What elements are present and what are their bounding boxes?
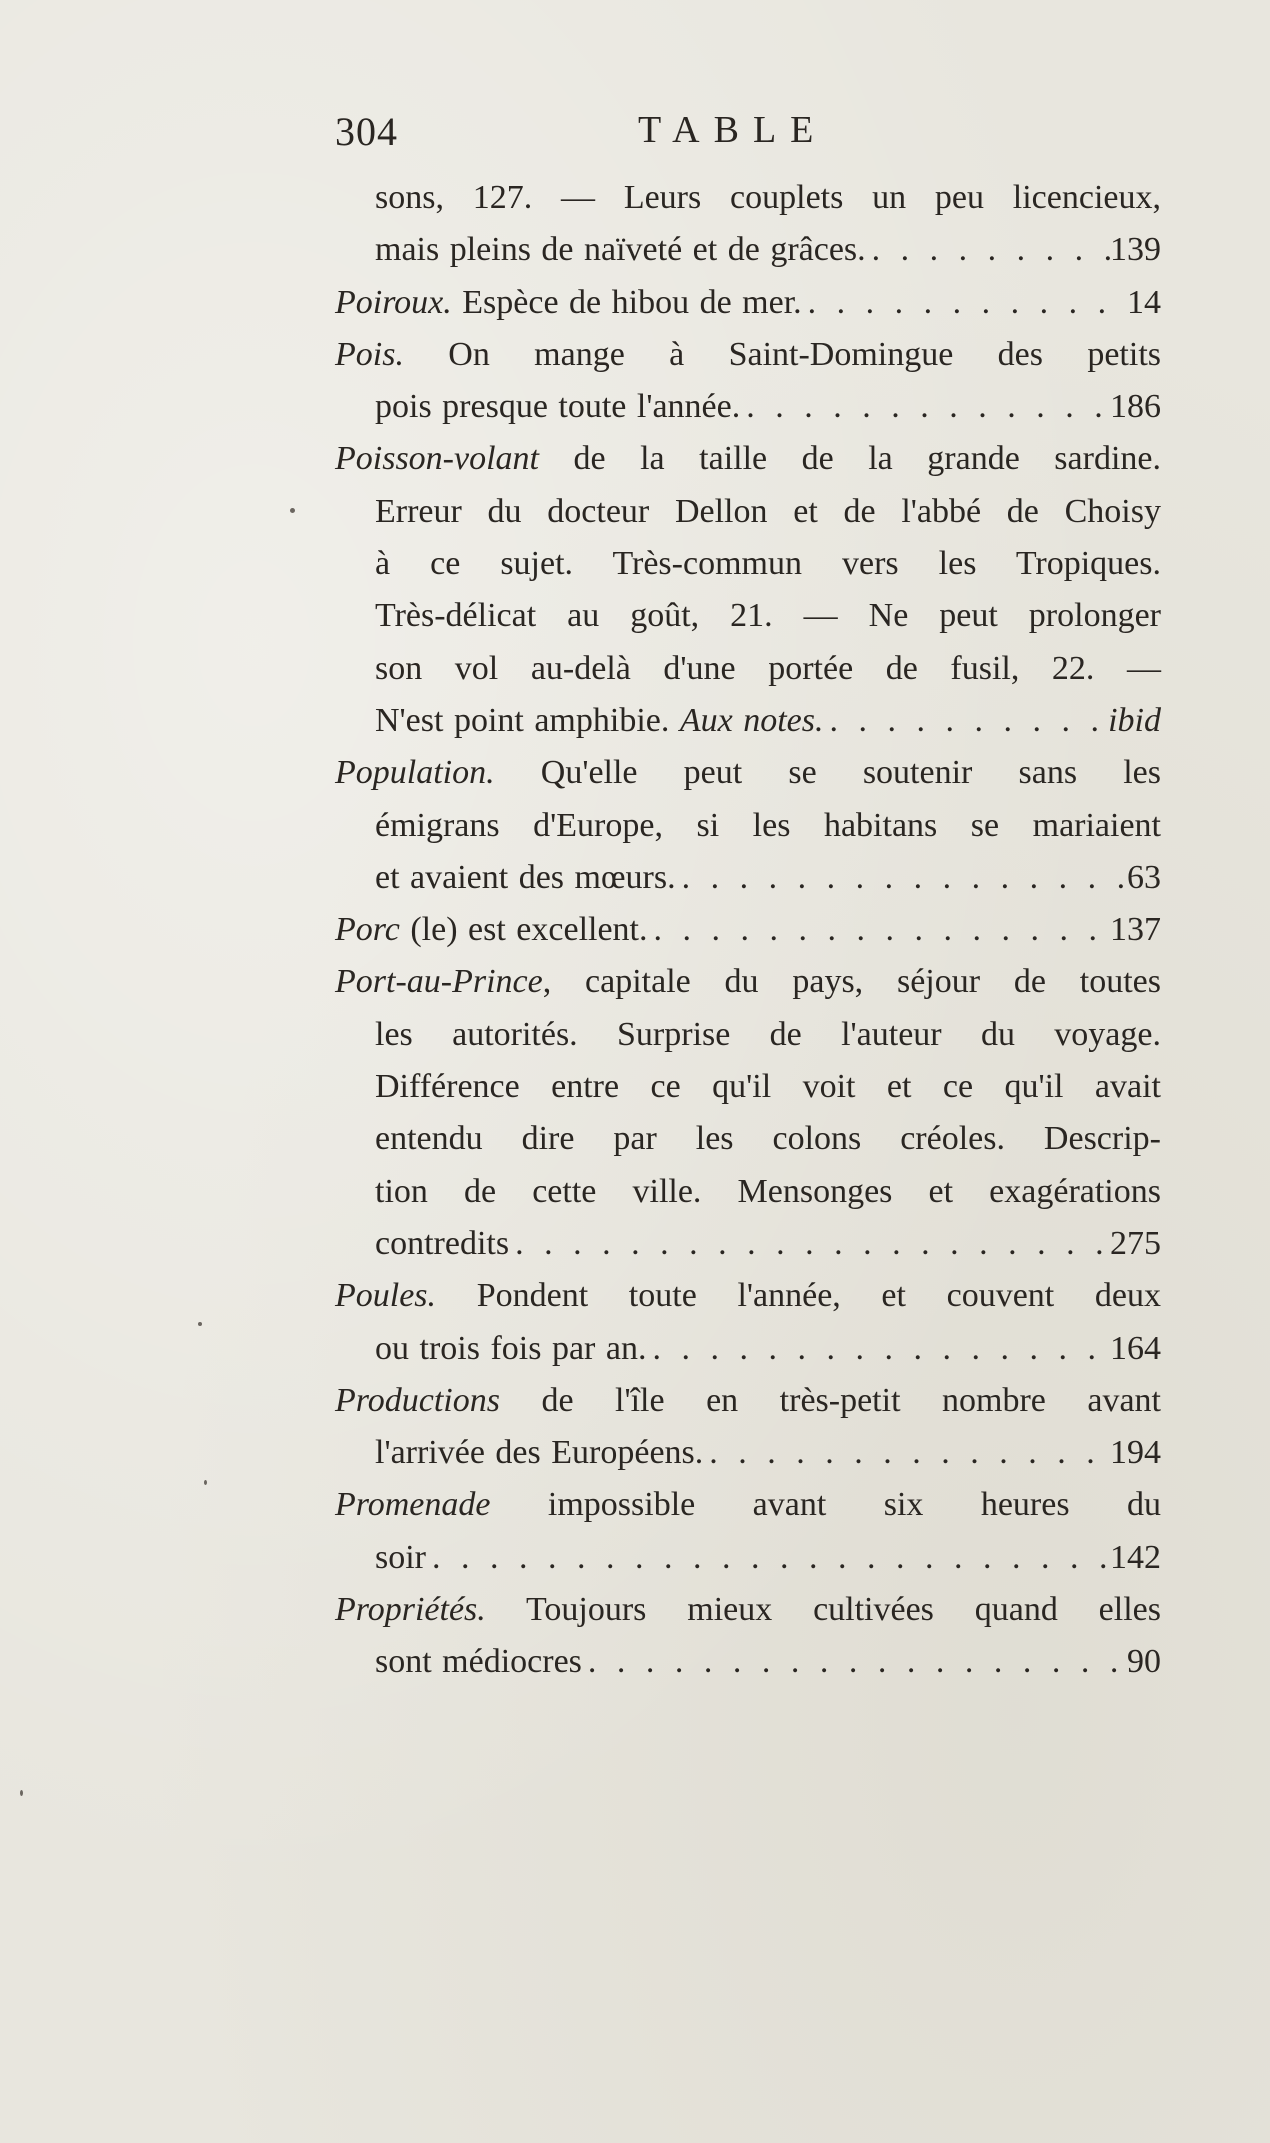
entry-line — [335, 1479, 1161, 1531]
running-title: TABLE — [638, 109, 828, 151]
entry-text — [375, 1427, 703, 1479]
index-entry — [335, 172, 1161, 277]
index-entry — [335, 1375, 1161, 1480]
dot-leader — [824, 695, 1109, 747]
entry-line-text: soir — [375, 1538, 426, 1576]
entry-line — [335, 956, 1161, 1008]
entry-line-text: entendu dire par les colons créoles. Descrip- — [375, 1120, 1161, 1158]
entry-line-text: On mange à Saint-Domingue des petits — [403, 335, 1161, 373]
page-reference: 63 — [1127, 858, 1161, 896]
page-reference: ibid — [1108, 701, 1161, 739]
entry-line-text: impossible avant six heures du — [490, 1486, 1161, 1524]
entry-line-text: l'arrivée des Européens. — [375, 1434, 704, 1472]
entry-line-text: sons, 127. — Leurs couplets un peu licencieux, — [375, 179, 1161, 216]
dot-leader — [582, 1636, 1127, 1688]
paper-speck — [290, 508, 295, 513]
index-entry — [335, 1479, 1161, 1584]
entry-line-text: de l'île en très-petit nombre avant — [499, 1381, 1161, 1419]
page-reference: 164 — [1110, 1329, 1161, 1367]
entry-line-text: son vol au-delà d'une portée de fusil, 22. — — [375, 649, 1161, 687]
entry-line-text: Très-délicat au goût, 21. — Ne peut prolonger — [375, 597, 1161, 635]
entry-text — [335, 433, 1161, 485]
entry-line — [335, 1270, 1161, 1322]
entry-line-text: les autorités. Surprise de l'auteur du voyage. — [375, 1015, 1161, 1053]
entry-text — [375, 538, 1161, 590]
page-header — [335, 108, 1165, 158]
entry-line — [335, 1375, 1161, 1427]
entry-line-text: N'est point amphibie. — [375, 701, 670, 739]
page-reference: 137 — [1110, 911, 1161, 949]
entry-headword: Poiroux. — [335, 283, 452, 321]
entry-text — [375, 381, 740, 433]
entry-line — [335, 1584, 1161, 1636]
entry-text — [375, 1009, 1161, 1061]
entry-headword: Pois. — [335, 335, 404, 373]
page-reference: 90 — [1127, 1643, 1161, 1681]
entry-text — [335, 956, 1161, 1008]
entry-line-text: pois presque toute l'année. — [375, 388, 741, 426]
entry-text — [335, 1375, 1161, 1427]
entry-line-text: de la taille de la grande sardine. — [538, 440, 1161, 478]
entry-text — [375, 1061, 1161, 1113]
entry-text — [375, 1636, 582, 1688]
entry-text — [375, 224, 866, 276]
entry-line — [335, 1532, 1161, 1584]
entry-line — [335, 172, 1161, 224]
dot-leader — [703, 1427, 1110, 1479]
entry-headword: Propriétés. — [335, 1591, 486, 1629]
entry-line — [335, 643, 1161, 695]
entry-headword: Productions — [335, 1381, 500, 1419]
entry-text — [375, 852, 676, 904]
entry-text — [375, 1113, 1161, 1165]
entry-line-text: Pondent toute l'année, et couvent deux — [436, 1277, 1161, 1315]
entry-headword: Port-au-Prince — [335, 963, 543, 1001]
index-entries — [335, 172, 1161, 1689]
index-entry — [335, 433, 1161, 747]
entry-line — [335, 381, 1161, 433]
dot-leader — [648, 904, 1111, 956]
entry-line — [335, 224, 1161, 276]
entry-line — [335, 538, 1161, 590]
entry-headword: Population. — [335, 754, 495, 792]
entry-line — [335, 1113, 1161, 1165]
entry-line — [335, 277, 1161, 329]
entry-line — [335, 486, 1161, 538]
index-entry — [335, 277, 1161, 329]
entry-text — [375, 590, 1161, 642]
page-reference: 14 — [1127, 283, 1161, 321]
dot-leader — [509, 1218, 1110, 1270]
entry-line — [335, 590, 1161, 642]
entry-line-text: sont médiocres — [375, 1643, 582, 1681]
dot-leader — [426, 1532, 1110, 1584]
entry-line-text: Différence entre ce qu'il voit et ce qu'il avait — [375, 1068, 1161, 1106]
paper-speck — [204, 1480, 207, 1485]
entry-line — [335, 1636, 1161, 1688]
entry-line — [335, 1061, 1161, 1113]
entry-text — [375, 486, 1161, 538]
entry-text — [375, 172, 1161, 224]
entry-line — [335, 1427, 1161, 1479]
entry-line — [335, 800, 1161, 852]
entry-line — [335, 329, 1161, 381]
index-entry — [335, 747, 1161, 904]
entry-line-text: contredits — [375, 1224, 510, 1262]
dot-leader — [740, 381, 1110, 433]
dot-leader — [866, 224, 1110, 276]
entry-text — [375, 1323, 646, 1375]
index-entry — [335, 956, 1161, 1270]
entry-line-text: Espèce de hibou de mer. — [451, 283, 802, 321]
entry-headword: Poisson-volant — [335, 440, 539, 478]
paper-speck — [198, 1322, 202, 1326]
entry-text — [335, 1479, 1161, 1531]
entry-line-text: tion de cette ville. Mensonges et exagérations — [375, 1172, 1161, 1210]
page-reference: 142 — [1110, 1538, 1161, 1576]
entry-text — [375, 643, 1161, 695]
entry-text — [335, 747, 1161, 799]
entry-line-text: (le) est excellent. — [399, 911, 648, 949]
entry-line-text: et avaient des mœurs. — [375, 858, 676, 896]
dot-leader — [676, 852, 1127, 904]
entry-headword: Porc — [335, 911, 400, 949]
page-reference: 139 — [1110, 231, 1161, 269]
page-reference: 275 — [1110, 1224, 1161, 1262]
entry-line — [335, 1009, 1161, 1061]
entry-text — [375, 1166, 1161, 1218]
index-entry — [335, 329, 1161, 434]
index-entry — [335, 904, 1161, 956]
entry-text — [375, 800, 1161, 852]
entry-line-text: émigrans d'Europe, si les habitans se mariaient — [375, 806, 1161, 844]
entry-headword: Promenade — [335, 1486, 491, 1524]
entry-line — [335, 1166, 1161, 1218]
entry-text — [335, 904, 648, 956]
dot-leader — [802, 277, 1127, 329]
entry-line — [335, 904, 1161, 956]
entry-line — [335, 1218, 1161, 1270]
page-number: 304 — [335, 109, 398, 154]
page-reference: 194 — [1110, 1434, 1161, 1472]
entry-headword: Poules. — [335, 1277, 437, 1315]
entry-line — [335, 433, 1161, 485]
entry-line-text: à ce sujet. Très-commun vers les Tropiques. — [375, 545, 1161, 583]
entry-line — [335, 695, 1161, 747]
entry-line-text: mais pleins de naïveté et de grâces. — [375, 231, 866, 269]
index-entry — [335, 1270, 1161, 1375]
entry-line — [335, 1323, 1161, 1375]
entry-line-text: Toujours mieux cultivées quand elles — [485, 1591, 1161, 1629]
entry-line-text: ou trois fois par an. — [375, 1329, 647, 1367]
entry-text — [375, 1532, 426, 1584]
dot-leader — [646, 1323, 1110, 1375]
entry-text — [335, 329, 1161, 381]
entry-text — [335, 277, 802, 329]
entry-line-text: Erreur du docteur Dellon et de l'abbé de Choisy — [375, 492, 1161, 530]
entry-text — [335, 1270, 1161, 1322]
entry-note: Aux notes. — [679, 701, 824, 739]
entry-line-text: Qu'elle peut se soutenir sans les — [494, 754, 1161, 792]
entry-line — [335, 852, 1161, 904]
entry-line — [335, 747, 1161, 799]
entry-text — [335, 1584, 1161, 1636]
index-entry — [335, 1584, 1161, 1689]
paper-speck — [20, 1790, 23, 1796]
entry-text — [375, 695, 824, 747]
entry-text — [375, 1218, 509, 1270]
entry-line-text: , capitale du pays, séjour de toutes — [542, 963, 1161, 1001]
page-reference: 186 — [1110, 388, 1161, 426]
